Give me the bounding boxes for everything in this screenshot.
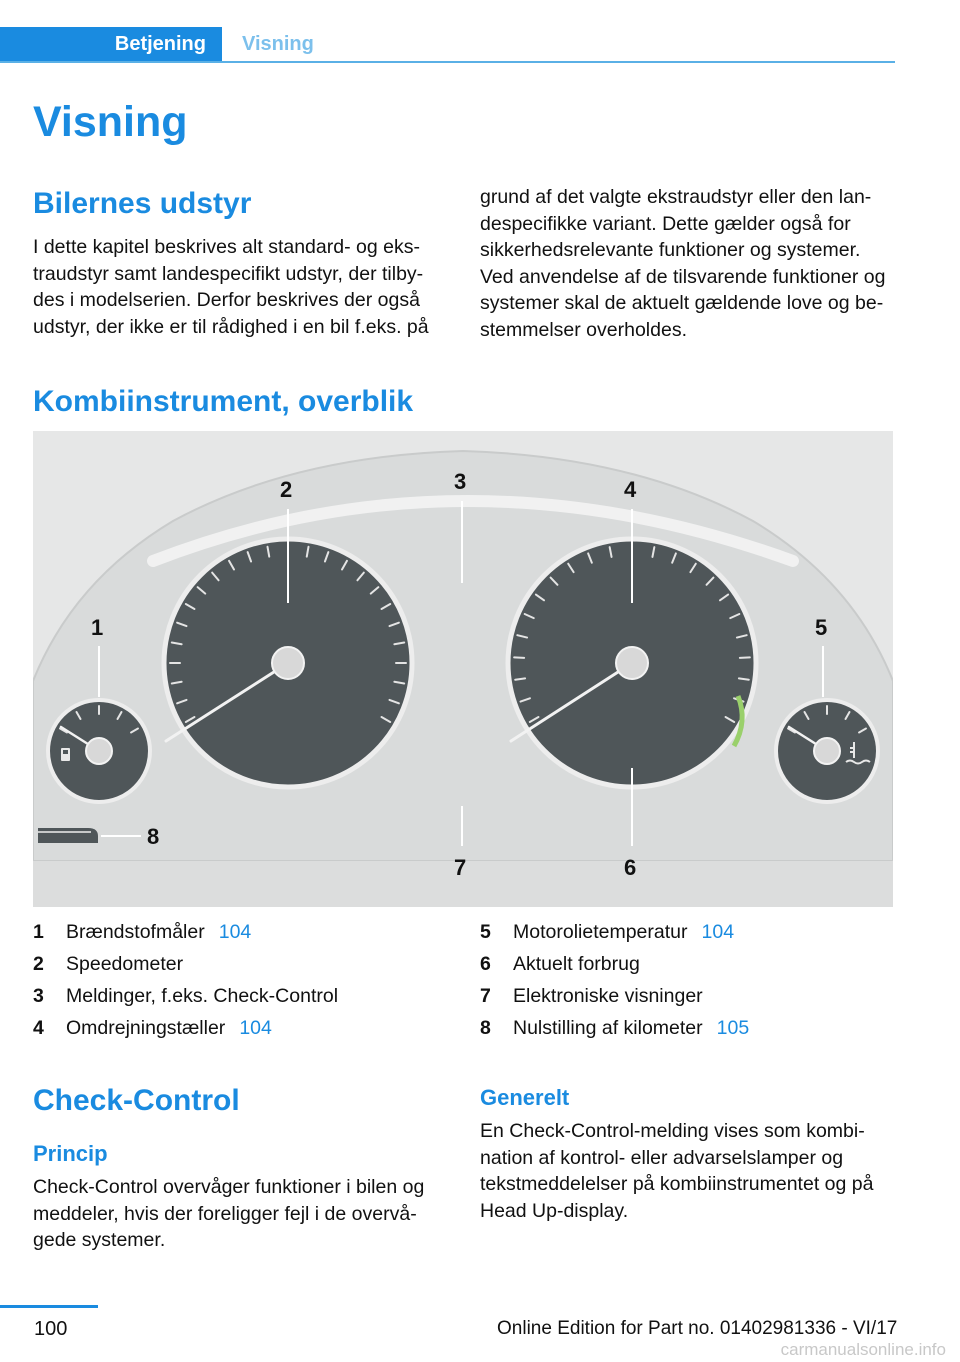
text-line: despecifikke variant. Dette gælder også for bbox=[480, 212, 851, 235]
text-line: meddeler, hvis der foreligger fejl i de overvå- bbox=[33, 1202, 417, 1225]
legend-number: 6 bbox=[480, 953, 491, 975]
legend-number: 5 bbox=[480, 921, 491, 943]
legend-label: Meldinger, f.eks. Check-Control bbox=[66, 985, 339, 1007]
legend-label: Motorolietemperatur bbox=[513, 921, 688, 943]
page-title: Visning bbox=[33, 98, 188, 146]
text-line: tekstmeddelelser på kombiinstrumentet og på bbox=[480, 1173, 874, 1195]
legend-item bbox=[480, 1014, 900, 1046]
legend-item bbox=[480, 982, 900, 1014]
text-line: Check-Control overvåger funktioner i bilen og bbox=[33, 1176, 425, 1198]
page-reference-link[interactable]: 104 bbox=[239, 1017, 272, 1039]
breadcrumb-section[interactable]: Betjening bbox=[0, 27, 222, 61]
page-number: 100 bbox=[34, 1318, 68, 1340]
page-reference-link[interactable]: 104 bbox=[218, 921, 252, 943]
legend-label: Aktuelt forbrug bbox=[513, 953, 640, 975]
breadcrumb-subsection[interactable]: Visning bbox=[242, 33, 314, 55]
intro-col1 bbox=[33, 234, 453, 340]
text-line: gede systemer. bbox=[33, 1229, 166, 1251]
legend-item bbox=[33, 982, 453, 1014]
text-line: Head Up-display. bbox=[480, 1199, 629, 1222]
intro-col2 bbox=[480, 184, 900, 343]
subheading-princip: Princip bbox=[33, 1141, 108, 1166]
gauge-tick bbox=[515, 678, 525, 679]
instrument-cluster-illustration bbox=[33, 431, 893, 907]
page-reference-link[interactable]: 105 bbox=[716, 1017, 750, 1039]
legend-label: Brændstofmåler bbox=[66, 921, 205, 943]
text-line: traudstyr samt landespecifikt udstyr, der tilby- bbox=[33, 262, 424, 285]
callout-2: 2 bbox=[280, 477, 293, 502]
callout-7: 7 bbox=[454, 855, 467, 880]
text-line: sikkerhedsrelevante funktioner og systemer. bbox=[480, 239, 861, 261]
fuel-pump-icon bbox=[61, 748, 70, 761]
callout-6: 6 bbox=[624, 855, 637, 880]
principle-text bbox=[33, 1174, 453, 1254]
oil-gauge-hub bbox=[814, 738, 840, 764]
legend-item bbox=[480, 918, 900, 950]
watermark: carmanualsonline.info bbox=[780, 1340, 946, 1359]
legend-number: 8 bbox=[480, 1017, 491, 1039]
fuel-gauge-hub bbox=[86, 738, 112, 764]
section-heading-kombiinstrument: Kombiinstrument, overblik bbox=[33, 385, 414, 418]
text-line: des i modelserien. Derfor beskrives der også bbox=[33, 289, 420, 311]
text-line: grund af det valgte ekstraudstyr eller den lan- bbox=[480, 186, 872, 208]
legend-label: Nulstilling af kilometer bbox=[513, 1017, 703, 1039]
legend-item bbox=[480, 950, 900, 982]
text-line: systemer skal de aktuelt gældende love og be- bbox=[480, 292, 884, 314]
callout-4: 4 bbox=[624, 477, 637, 502]
legend-label: Omdrejningstæller bbox=[66, 1017, 226, 1039]
callout-8: 8 bbox=[147, 824, 160, 849]
footer-rule bbox=[0, 1305, 98, 1308]
legend-left bbox=[33, 918, 453, 1046]
callout-3: 3 bbox=[454, 469, 467, 494]
callout-1: 1 bbox=[91, 615, 104, 640]
legend-number: 4 bbox=[33, 1017, 44, 1039]
trip-reset-button bbox=[38, 828, 98, 843]
text-line: I dette kapitel beskrives alt standard- og eks- bbox=[33, 236, 420, 258]
edition-note: Online Edition for Part no. 01402981336 - VI/17 bbox=[497, 1318, 898, 1339]
legend-number: 3 bbox=[33, 985, 44, 1007]
legend-right bbox=[480, 918, 900, 1046]
page-reference-link[interactable]: 104 bbox=[701, 921, 735, 943]
general-text bbox=[480, 1118, 900, 1224]
section-heading-udstyr: Bilernes udstyr bbox=[33, 187, 252, 220]
text-line: En Check-Control-melding vises som kombi- bbox=[480, 1120, 865, 1142]
gauge-tick bbox=[739, 678, 749, 679]
callout-5: 5 bbox=[815, 615, 828, 640]
legend-number: 1 bbox=[33, 921, 44, 943]
speedometer-hub bbox=[272, 647, 304, 679]
legend-label: Speedometer bbox=[66, 953, 184, 975]
legend-item bbox=[33, 1014, 453, 1046]
tachometer-hub bbox=[616, 647, 648, 679]
text-line: udstyr, der ikke er til rådighed i en bil f.eks. på bbox=[33, 315, 429, 338]
legend-item bbox=[33, 950, 453, 982]
legend-label: Elektroniske visninger bbox=[513, 985, 703, 1007]
legend-number: 7 bbox=[480, 985, 491, 1007]
text-line: stemmelser overholdes. bbox=[480, 318, 687, 341]
legend-item bbox=[33, 918, 453, 950]
text-line: nation af kontrol- eller advarselslamper og bbox=[480, 1146, 844, 1169]
section-heading-check-control: Check-Control bbox=[33, 1084, 240, 1117]
legend-number: 2 bbox=[33, 953, 44, 975]
text-line: Ved anvendelse af de tilsvarende funktioner og bbox=[480, 265, 886, 288]
subheading-generelt: Generelt bbox=[480, 1085, 570, 1110]
